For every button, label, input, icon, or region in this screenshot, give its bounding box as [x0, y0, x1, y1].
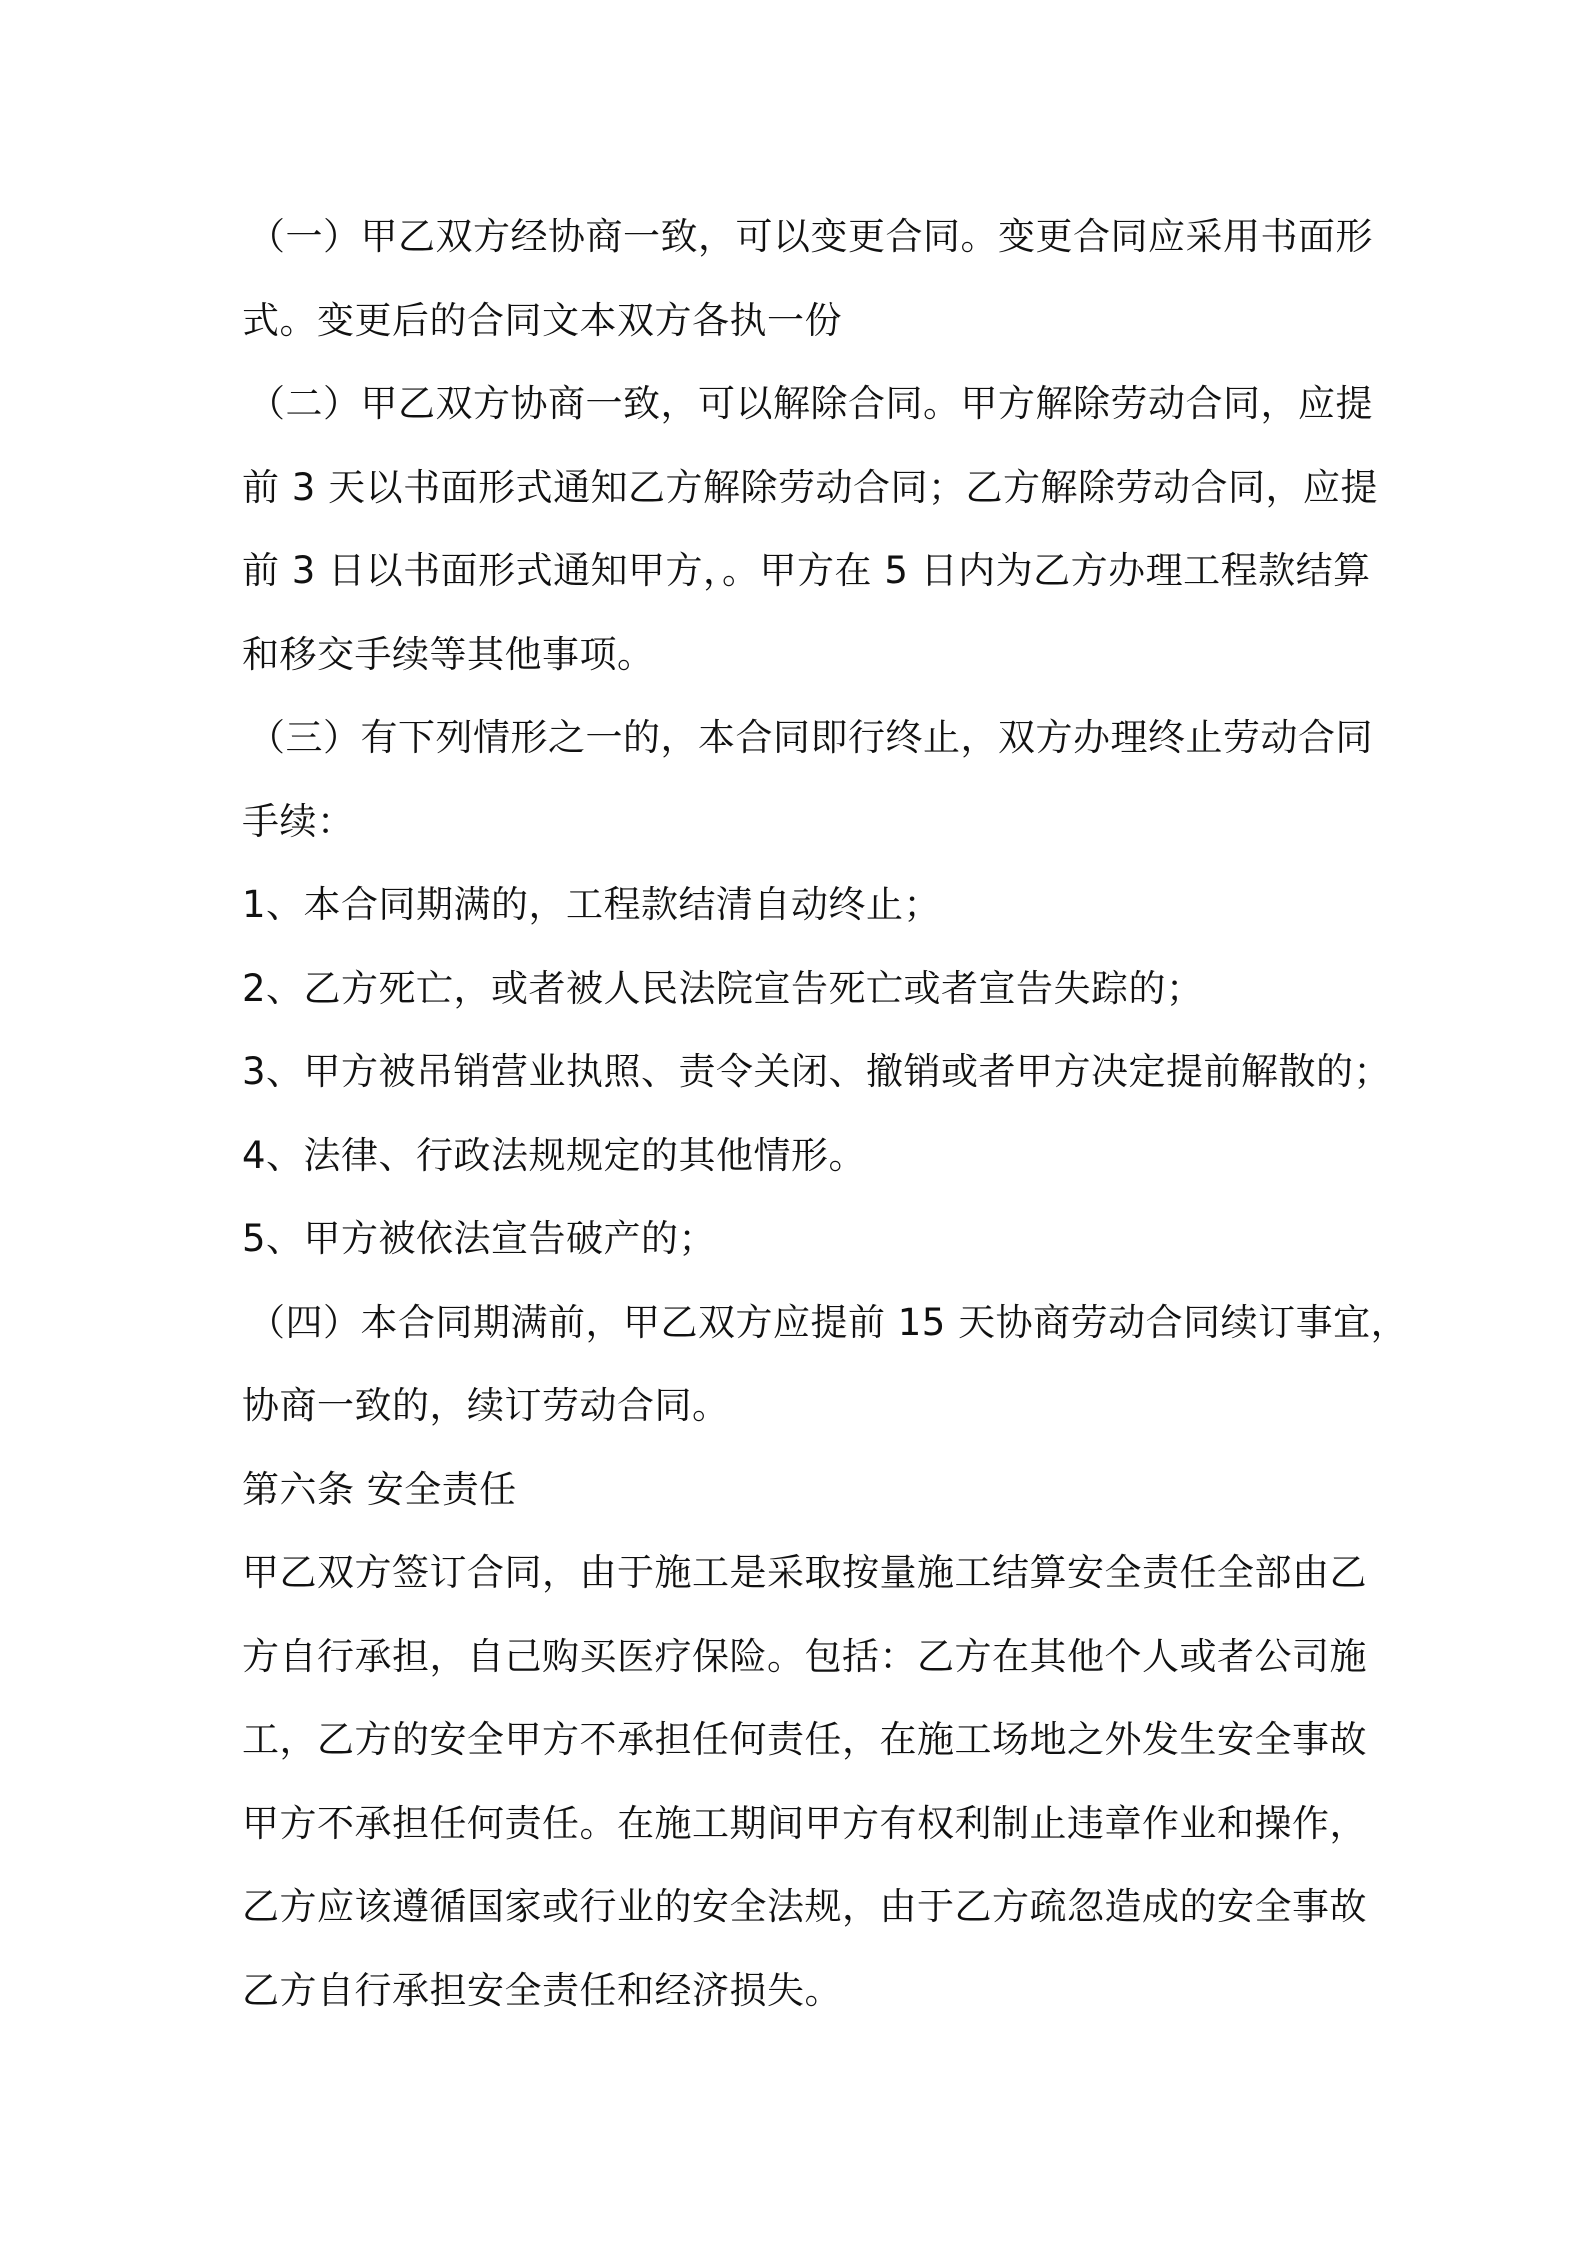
clause-2-line-4: 和移交手续等其他事项。 [242, 632, 655, 676]
clause-1-line-2: 式。变更后的合同文本双方各执一份 [242, 298, 842, 342]
article-6-heading: 第六条 安全责任 [242, 1467, 517, 1511]
article-6-para-line-5: 乙方应该遵循国家或行业的安全法规，由于乙方疏忽造成的安全事故 [242, 1885, 1367, 1928]
list-item-2: 2、乙方死亡，或者被人民法院宣告死亡或者宣告失踪的； [242, 966, 1204, 1010]
list-item-4: 4、法律、行政法规规定的其他情形。 [242, 1133, 867, 1177]
clause-4-line-1: （四）本合同期满前，甲乙双方应提前 15 天协商劳动合同续订事宜， [248, 1300, 1409, 1344]
clause-3-line-2: 手续： [242, 799, 355, 843]
article-6-para-line-6: 乙方自行承担安全责任和经济损失。 [242, 1968, 842, 2012]
list-item-5: 5、甲方被依法宣告破产的； [242, 1217, 717, 1260]
article-6-para-line-3: 工，乙方的安全甲方不承担任何责任，在施工场地之外发生安全事故 [242, 1718, 1367, 1761]
clause-3-line-1: （三）有下列情形之一的，本合同即行终止，双方办理终止劳动合同 [248, 716, 1373, 759]
clause-2-line-2: 前 3 天以书面形式通知乙方解除劳动合同；乙方解除劳动合同，应提 [242, 465, 1379, 509]
clause-2-line-3: 前 3 日以书面形式通知甲方，。甲方在 5 日内为乙方办理工程款结算 [242, 549, 1371, 592]
article-6-para-line-4: 甲方不承担任何责任。在施工期间甲方有权利制止违章作业和操作， [242, 1801, 1367, 1845]
list-item-1: 1、本合同期满的，工程款结清自动终止； [242, 883, 942, 926]
clause-2-line-1: （二）甲乙双方协商一致，可以解除合同。甲方解除劳动合同，应提 [248, 382, 1373, 425]
article-6-para-line-2: 方自行承担，自己购买医疗保险。包括：乙方在其他个人或者公司施 [242, 1634, 1367, 1678]
contract-text [242, 195, 1409, 2032]
clause-4-line-2: 协商一致的，续订劳动合同。 [242, 1384, 730, 1427]
clause-1-line-1: （一）甲乙双方经协商一致，可以变更合同。变更合同应采用书面形 [248, 215, 1373, 258]
list-item-3: 3、甲方被吊销营业执照、责令关闭、撤销或者甲方决定提前解散的； [242, 1050, 1392, 1093]
article-6-para-line-1: 甲乙双方签订合同，由于施工是采取按量施工结算安全责任全部由乙 [242, 1551, 1367, 1594]
